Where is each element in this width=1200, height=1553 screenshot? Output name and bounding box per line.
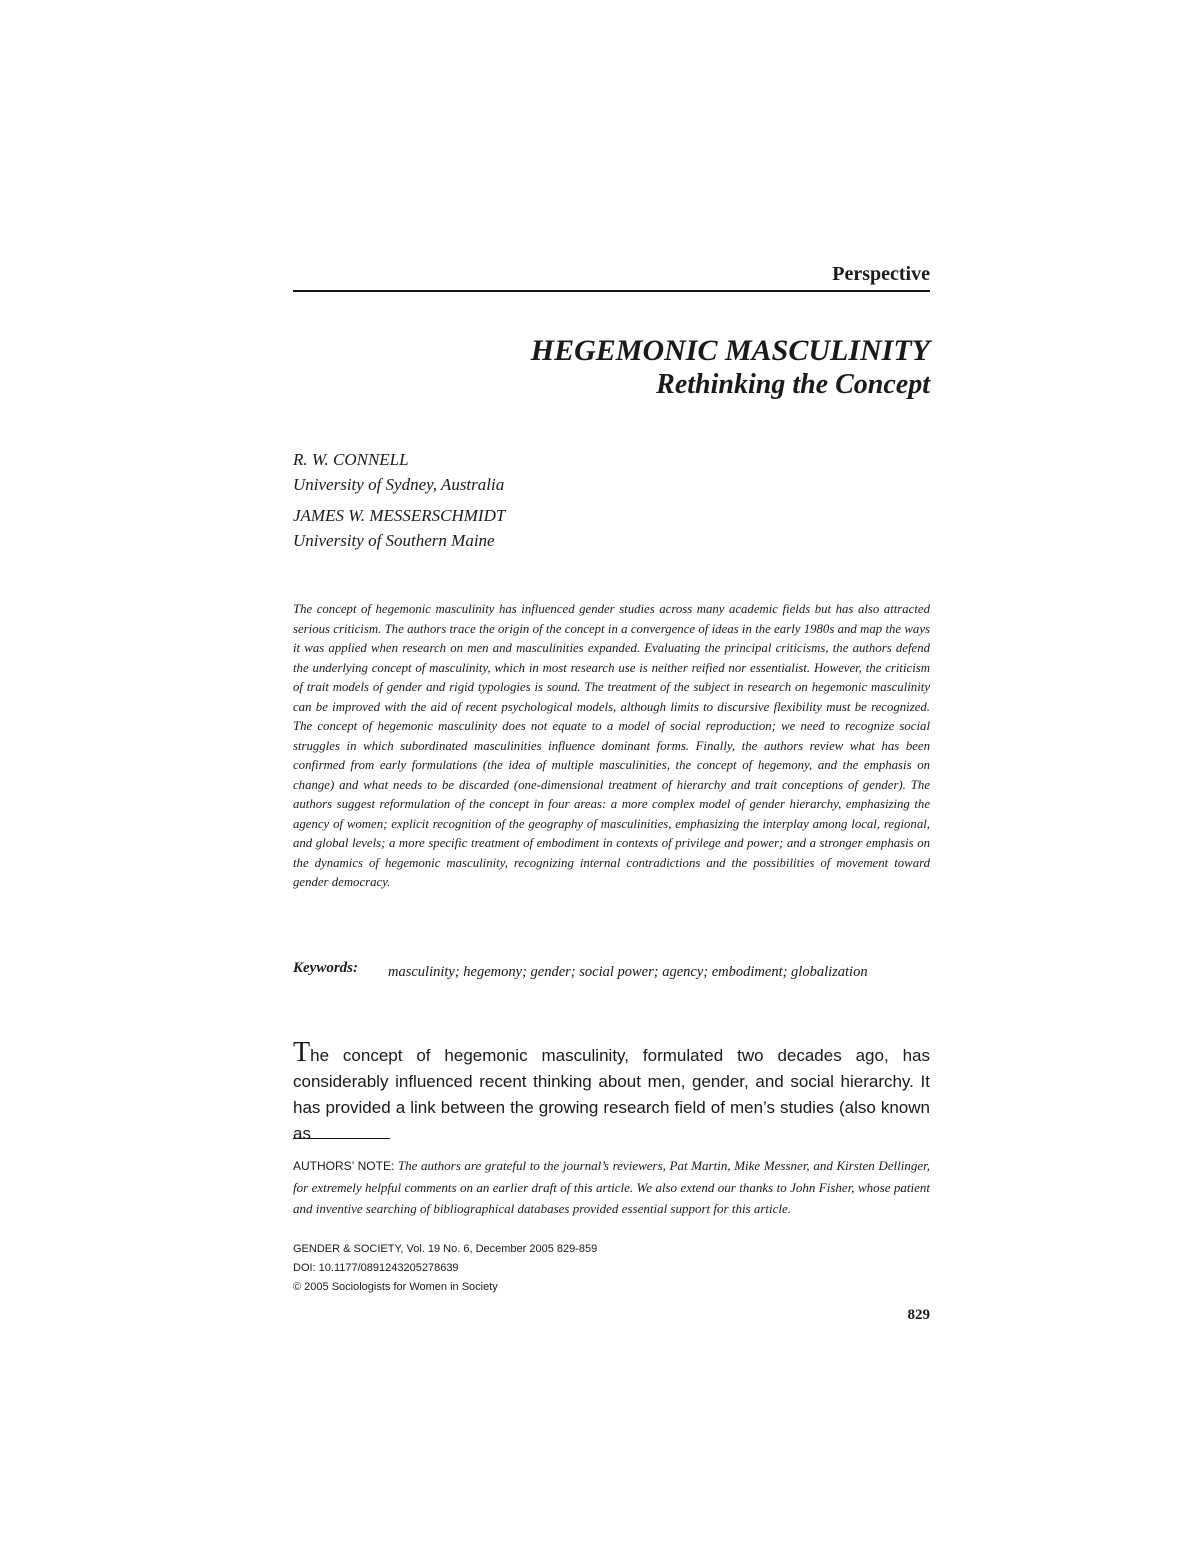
author-2-affiliation: University of Southern Maine	[293, 531, 495, 550]
body-paragraph	[293, 1037, 930, 1147]
journal-citation: GENDER & SOCIETY, Vol. 19 No. 6, December 2005 829-859	[293, 1243, 598, 1255]
body-text: he concept of hegemonic masculinity, formulated two decades ago, has considerably influenced recent thinking about men, gender, and social hierarchy. It has provided a link between the growing research field of men’s studies (also known as	[293, 1046, 930, 1143]
article-title: HEGEMONIC MASCULINITY	[530, 334, 930, 367]
page-number: 829	[907, 1307, 930, 1323]
journal-page	[293, 0, 930, 1553]
doi: DOI: 10.1177/0891243205278639	[293, 1262, 459, 1274]
copyright: © 2005 Sociologists for Women in Society	[293, 1281, 498, 1293]
authors-note-label: AUTHORS’ NOTE:	[293, 1159, 395, 1173]
authors-note	[293, 1155, 930, 1219]
keywords-text: masculinity; hegemony; gender; social power; agency; embodiment; globalization	[388, 964, 868, 980]
author-2-name: JAMES W. MESSERSCHMIDT	[293, 506, 506, 525]
author-1-affiliation: University of Sydney, Australia	[293, 475, 505, 494]
drop-letter: T	[293, 1037, 311, 1068]
section-rule	[293, 290, 930, 292]
authors-note-text: The authors are grateful to the journal’s reviewers, Pat Martin, Mike Messner, and Kirsten Dellinger, for extremely helpful comments on an earlier draft of this article. We also extend our thanks to John Fisher, whose patient and inventive searching of bibliographical databases provided essential support for this article.	[293, 1158, 930, 1216]
abstract: The concept of hegemonic masculinity has influenced gender studies across many academic fields but has also attracted serious criticism. The authors trace the origin of the concept in a convergence of ideas in the early 1980s and map the ways it was applied when research on men and masculinities expanded. Evaluating the principal criticisms, the authors defend the underlying concept of masculinity, which in most research use is neither reified nor essentialist. However, the criticism of trait models of gender and rigid typologies is sound. The treatment of the subject in research on hegemonic masculinity can be improved with the aid of recent psychological models, although limits to discursive flexibility must be recognized. The concept of hegemonic masculinity does not equate to a model of social reproduction; we need to recognize social struggles in which subordinated masculinities influence dominant forms. Finally, the authors review what has been confirmed from early formulations (the idea of multiple masculinities, the concept of hegemony, and the emphasis on change) and what needs to be discarded (one-dimensional treatment of hierarchy and trait conceptions of gender). The authors suggest reformulation of the concept in four areas: a more complex model of gender hierarchy, emphasizing the agency of women; explicit recognition of the geography of masculinities, emphasizing the interplay among local, regional, and global levels; a more specific treatment of embodiment in contexts of privilege and power; and a stronger emphasis on the dynamics of hegemonic masculinity, recognizing internal contradictions and the possibilities of movement toward gender democracy.	[293, 602, 930, 889]
keywords-label: Keywords:	[293, 960, 358, 976]
article-subtitle: Rethinking the Concept	[656, 369, 930, 400]
section-label: Perspective	[832, 263, 930, 285]
footnote-rule	[293, 1138, 390, 1139]
author-1-name: R. W. CONNELL	[293, 450, 409, 469]
